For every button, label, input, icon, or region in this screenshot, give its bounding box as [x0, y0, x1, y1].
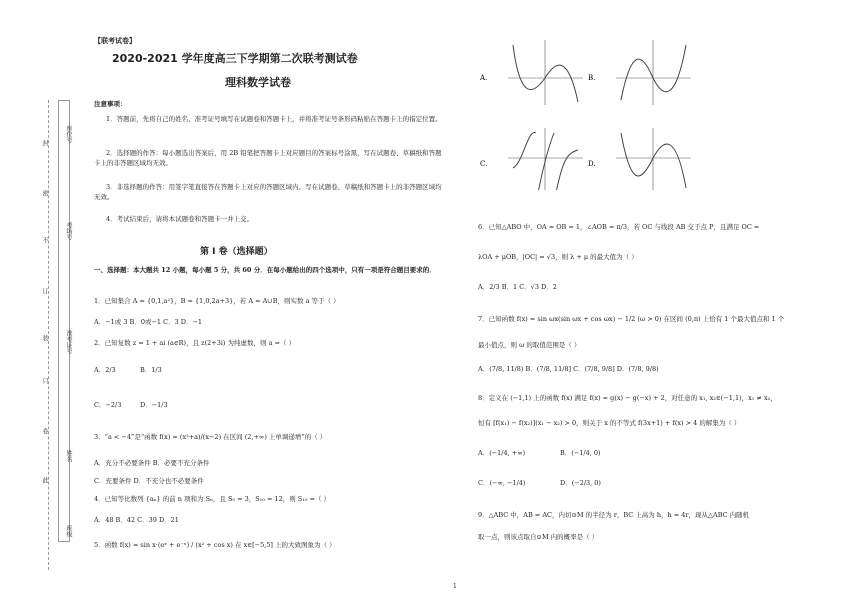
page-number: 1 [453, 583, 457, 590]
question-3: 3．“a < −4”是“函数 f(x) = (x²+a)/(x−2) 在区间 (2,+∞) 上单调递增”的（ ） [94, 433, 327, 441]
seal-char: 只 [41, 378, 48, 384]
question-9-line-1: 9．△ABC 中，AB = AC，内切⊙M 的半径为 r，BC 上高为 h，h = 4r，现从△ABC 内随机 [478, 511, 750, 519]
seal-char: 封 [41, 140, 48, 146]
question-2-option-c: C．−2/3 [94, 401, 122, 409]
question-9-line-2: 取一点，则该点取自⊙M 内的概率是（ ） [478, 533, 599, 541]
graph-label-d: D. [588, 160, 596, 168]
part-title: 第 Ⅰ 卷（选择题） [200, 247, 273, 257]
question-6-line-1: 6．已知△ABO 中，OA = OB = 1，∠AOB = π/3，若 OC 与线段 AB 交于点 P，且满足 OC = [478, 223, 760, 231]
seal-char: 订 [41, 288, 48, 294]
graph-label-b: B. [588, 74, 596, 82]
graph-b [616, 40, 691, 105]
exam-tag: 【联考试卷】 [94, 36, 136, 45]
question-8-line-1: 8．定义在 (−1,1) 上的函数 f(x) 满足 f(x) = g(x) − g(−x) + 2，对任意的 x₁, x₂∈(−1,1)，x₁ ≠ x₂， [478, 394, 777, 402]
question-8-option-a: A．(−1/4, +∞) [478, 449, 526, 457]
seal-char: 装 [41, 335, 48, 341]
graphs-question-5 [478, 40, 728, 190]
question-8-option-b: B．(−1/4, 0) [560, 449, 601, 457]
notes-heading: 注意事项： [94, 100, 127, 108]
question-7-options: A．(7/8, 11/8) B．(7/8, 11/8] C．(7/8, 9/8] D．(7/8, 9/8) [478, 365, 659, 373]
question-5: 5．函数 f(x) = sin x·(eˣ + e⁻ˣ) / (x² + cos x) 在 x∈[−5,5] 上的大致图象为（ ） [94, 541, 336, 549]
notes-item-3: 3．非选择题的作答：用签字笔直接答在答题卡上对应的答题区域内。写在试题卷、草稿纸和答题卡上的非答题区域均无效。 [94, 183, 442, 201]
question-2: 2．已知复数 z = 1 + ai (a∈R)，且 z(2+3i) 为纯虚数，则 a =（ ） [94, 339, 296, 347]
question-6-line-2: λOA + μOB，|OC| = √3，则 λ + μ 的最大值为（ ） [478, 253, 638, 261]
binding-label-name: 姓名 [65, 450, 72, 462]
question-1-options: A．−1或 3 B．0或−1 C．3 D．−1 [94, 318, 203, 326]
question-7-line-1: 7．已知函数 f(x) = sin ωx(sin ωx + cos ωx) − 1/2 (ω > 0) 在区间 (0,π) 上恰有 1 个最大值点和 1 个 [478, 315, 785, 323]
question-1: 1．已知集合 A = {0,1,a²}，B = {1,0,2a+3}，若 A = A∪B，则实数 a 等于（ ） [94, 297, 340, 305]
binding-label-ticket: 准考证号 [65, 330, 72, 354]
seal-char: 此 [41, 477, 48, 483]
binding-box [58, 100, 70, 542]
question-4-options: A．48 B．42 C．39 D．21 [94, 516, 179, 524]
part-instructions: 一、选择题：本大题共 12 小题，每小题 5 分，共 60 分．在每小题给出的四个选项中，只有一项是符合题目要求的． [94, 266, 436, 274]
graph-label-c: C. [480, 160, 488, 168]
notes-item-4: 4．考试结束后，请将本试题卷和答题卡一并上交。 [106, 215, 254, 223]
seal-char: 卷 [41, 428, 48, 434]
graph-d [616, 128, 691, 190]
question-2-option-b: B．1/3 [140, 366, 162, 374]
exam-subtitle: 理科数学试卷 [225, 76, 291, 89]
question-8-option-d: D．(−2/3, 0) [560, 479, 601, 487]
question-2-option-d: D．−1/3 [140, 401, 168, 409]
question-4: 4．已知等比数列 {aₙ} 的前 n 项和为 Sₙ，且 S₅ = 3，S₁₀ = 12，则 S₁₅ =（ ） [94, 495, 331, 503]
binding-label-room: 考场号 [65, 222, 72, 240]
exam-title: 2020-2021 学年度高三下学期第二次联考测试卷 [112, 52, 358, 65]
graph-label-a: A. [480, 74, 488, 82]
seal-char: 密 [41, 190, 48, 196]
question-7-line-2: 最小值点，则 ω 的取值范围是（ ） [478, 341, 581, 349]
binding-label-seat: 座位号 [65, 125, 72, 143]
question-2-option-a: A．2/3 [94, 366, 116, 374]
question-3-options-2: C．充要条件 D．不充分也不必要条件 [94, 477, 204, 485]
seal-char: 不 [41, 237, 48, 243]
question-8-line-2: 恒有 [f(x₁) − f(x₂)](x₁ − x₂) > 0，则关于 x 的不等式 f(3x+1) + f(x) > 4 的解集为（ ） [478, 419, 741, 427]
question-3-options-1: A．充分不必要条件 B．必要不充分条件 [94, 459, 210, 467]
question-6-options: A．2/3 B．1 C．√3 D．2 [478, 283, 557, 291]
notes-item-2: 2．选择题的作答：每小题选出答案后，用 2B 铅笔把答题卡上对应题目的答案标号涂黑，写在试题卷、草稿纸和答题卡上的非答题区域均无效。 [94, 149, 442, 167]
graph-a [508, 40, 583, 105]
question-8-option-c: C．(−∞, −1/4) [478, 479, 526, 487]
notes-item-1: 1．答题前，先将自己的姓名、准考证号填写在试题卷和答题卡上，并将准考证号条形码粘贴在答题卡上的指定位置。 [106, 115, 442, 123]
binding-label-class: 班级 [65, 525, 72, 537]
graph-c [508, 128, 583, 190]
